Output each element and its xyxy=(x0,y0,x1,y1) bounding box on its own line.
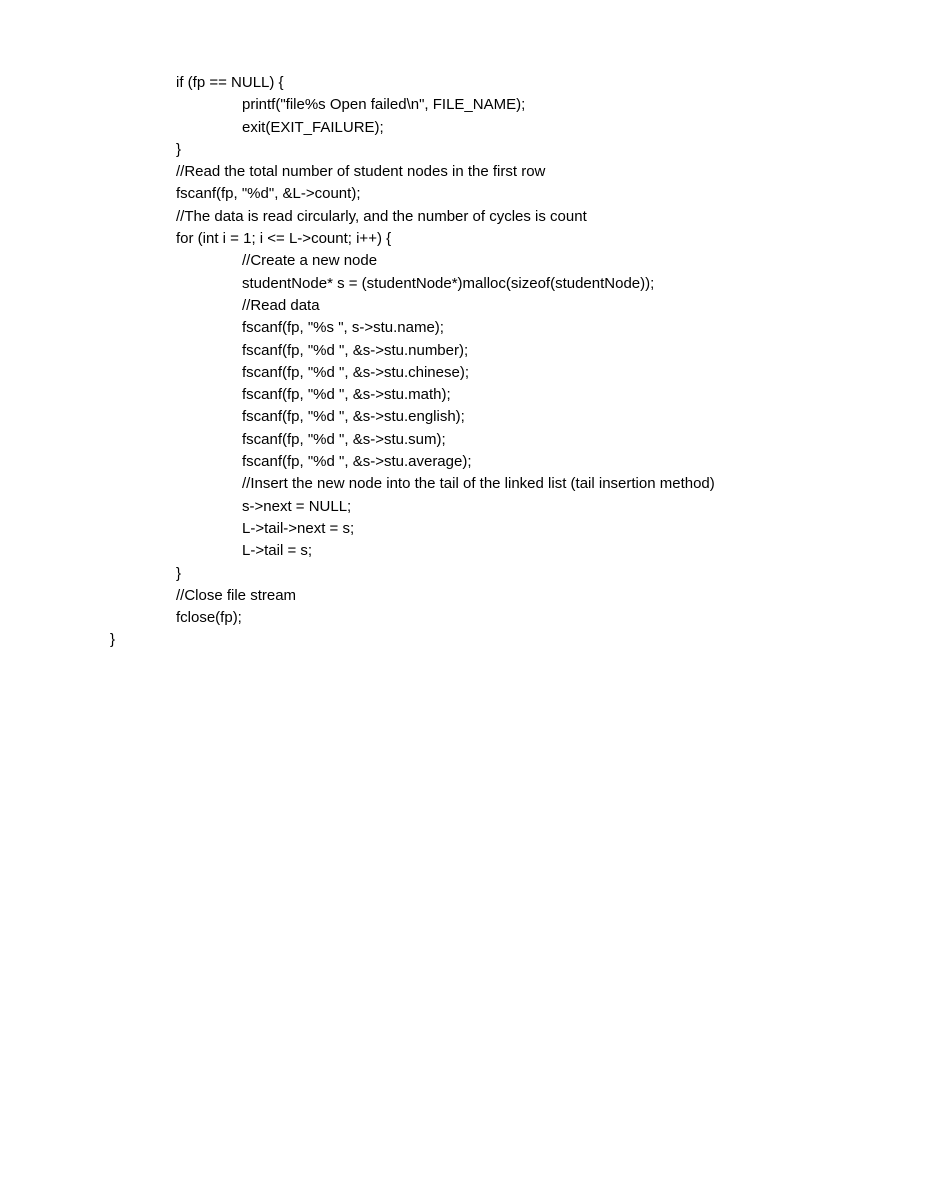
code-line: printf("file%s Open failed\n", FILE_NAME); xyxy=(242,96,526,114)
code-comment: //Close file stream xyxy=(176,586,297,604)
code-line: L->tail = s; xyxy=(242,542,313,560)
code-line: fscanf(fp, "%s ", s->stu.name); xyxy=(242,319,444,337)
code-line: } xyxy=(176,140,182,158)
code-line: fscanf(fp, "%d ", &s->stu.sum); xyxy=(242,430,446,448)
code-line: fscanf(fp, "%d ", &s->stu.english); xyxy=(242,408,465,426)
code-comment: //The data is read circularly, and the number of cycles is count xyxy=(176,207,587,225)
code-line: studentNode* s = (studentNode*)malloc(sizeof(studentNode)); xyxy=(242,274,655,292)
code-line: } xyxy=(110,631,116,649)
code-line: fscanf(fp, "%d ", &s->stu.number); xyxy=(242,341,469,359)
code-line: exit(EXIT_FAILURE); xyxy=(242,118,384,136)
code-line: s->next = NULL; xyxy=(242,497,352,515)
code-line: } xyxy=(176,564,182,582)
code-line: L->tail->next = s; xyxy=(242,519,355,537)
code-line: fscanf(fp, "%d", &L->count); xyxy=(176,185,361,203)
code-line: fscanf(fp, "%d ", &s->stu.math); xyxy=(242,386,451,404)
code-line: fscanf(fp, "%d ", &s->stu.average); xyxy=(242,453,472,471)
code-line: fclose(fp); xyxy=(176,609,242,627)
code-line: if (fp == NULL) { xyxy=(176,74,284,91)
code-listing xyxy=(0,72,930,652)
code-line: for (int i = 1; i <= L->count; i++) { xyxy=(176,230,392,248)
code-comment: //Read data xyxy=(242,296,320,314)
code-line: fscanf(fp, "%d ", &s->stu.chinese); xyxy=(242,363,469,381)
code-comment: //Create a new node xyxy=(242,252,378,270)
code-comment: //Insert the new node into the tail of the linked list (tail insertion method) xyxy=(242,475,715,493)
code-comment: //Read the total number of student nodes in the first row xyxy=(176,163,546,181)
